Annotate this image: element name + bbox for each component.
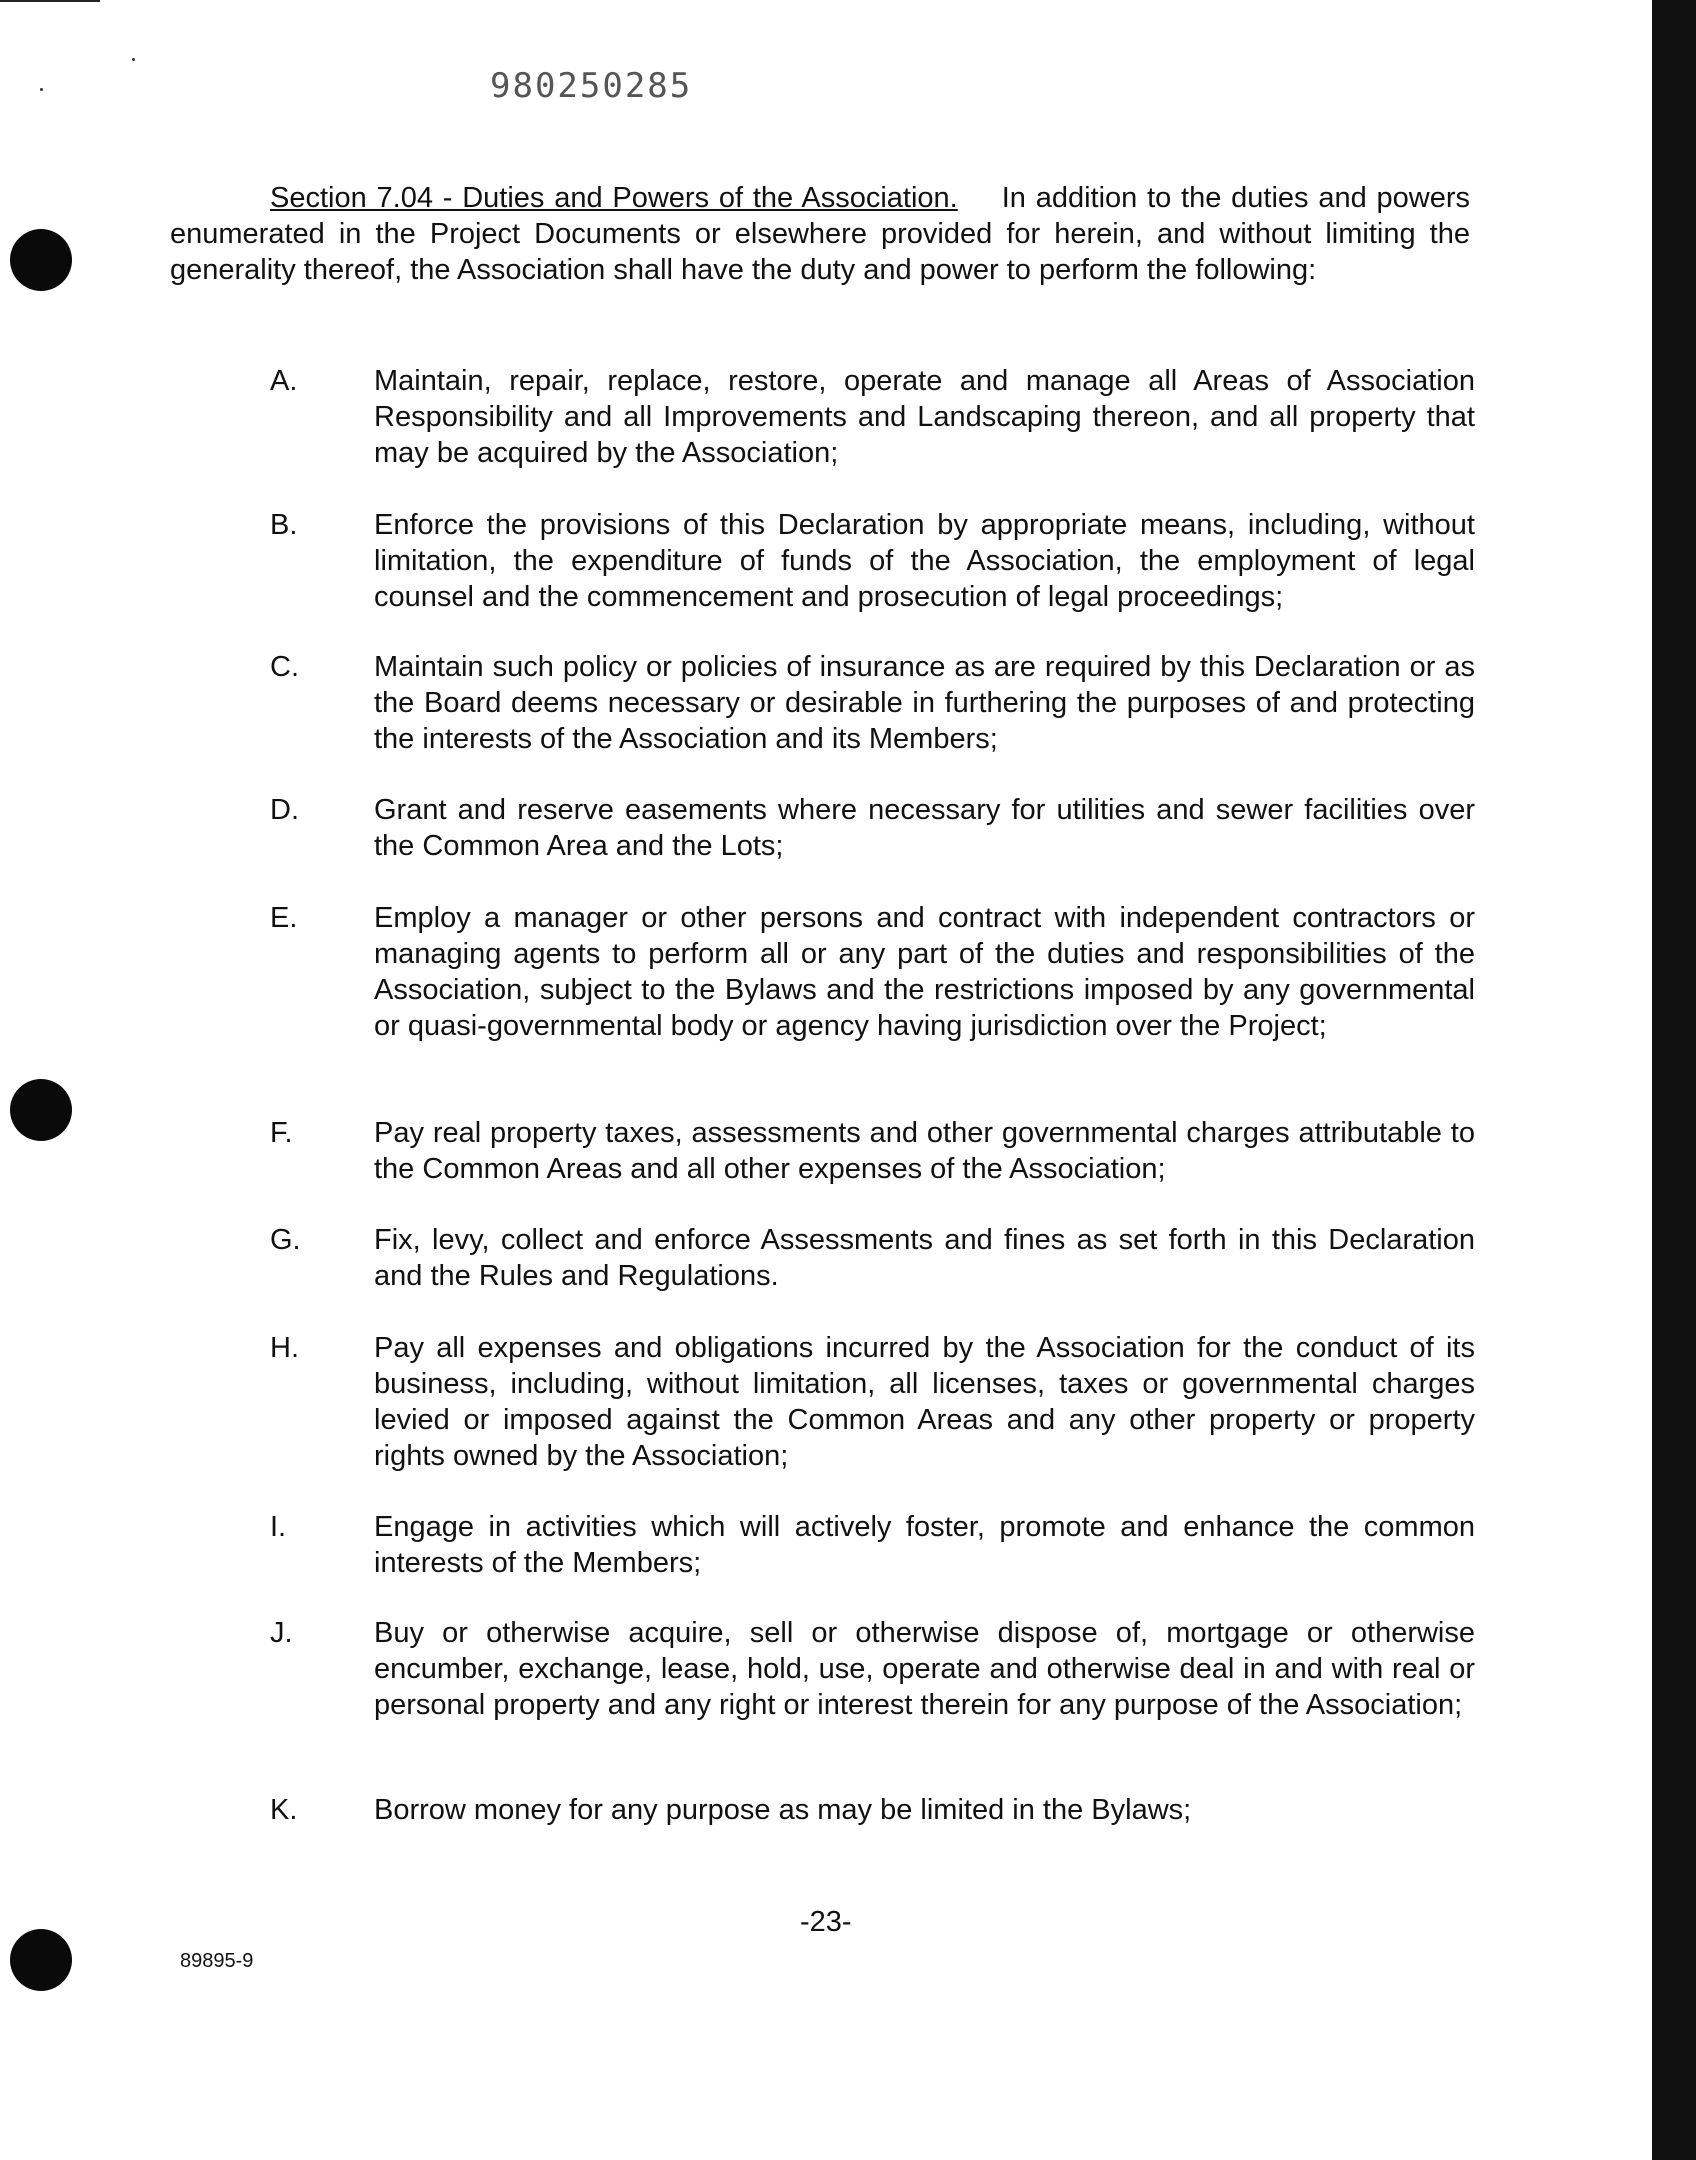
section-intro-text: In addition to the duties and powers enumerated in the Project Documents or elsewhere provided for herein, and without limiting the generality thereof, the Association shall have the duty and power to perform the following: [170,182,1471,286]
list-item [270,900,1475,1044]
list-item [270,1330,1475,1474]
page-number: -23- [800,1906,852,1938]
list-item-letter: F. [270,1117,293,1149]
recording-number: 980250285 [490,66,693,106]
list-item-text: Borrow money for any purpose as may be limited in the Bylaws; [374,1794,1192,1826]
list-item-letter: J. [270,1617,293,1649]
list-item [270,649,1475,757]
list-item-text: Engage in activities which will actively foster, promote and enhance the common interests of the Members; [374,1511,1475,1579]
list-item-text: Buy or otherwise acquire, sell or otherwise dispose of, mortgage or otherwise encumber, exchange, lease, hold, use, operate and otherwise deal in and with real or personal property and any right or interest therein for any purpose of the Association; [374,1617,1475,1721]
list-item-letter: D. [270,794,299,826]
list-item-letter: G. [270,1224,301,1256]
scan-top-rule [0,0,100,2]
list-item-letter: C. [270,651,299,683]
list-item-letter: A. [270,365,298,397]
list-item-text: Pay all expenses and obligations incurred by the Association for the conduct of its business, including, without limitation, all licenses, taxes or governmental charges levied or imposed against the Common Areas and any other property or property rights owned by the Association; [374,1332,1475,1472]
scan-right-edge [1652,0,1696,2160]
punch-hole-top [10,229,72,291]
scan-speck [40,88,43,91]
list-item-letter: I. [270,1511,287,1543]
list-item [270,1115,1475,1187]
list-item-text: Employ a manager or other persons and contract with independent contractors or managing agents to perform all or any part of the duties and responsibilities of the Association, subject to the Bylaws and the restrictions imposed by any governmental or quasi-governmental body or agency having jurisdiction over the Project; [374,902,1475,1042]
list-item-text: Fix, levy, collect and enforce Assessments and fines as set forth in this Declaration and the Rules and Regulations. [374,1224,1475,1292]
list-item [270,363,1475,471]
footer-document-code: 89895-9 [180,1950,254,1972]
section-intro-paragraph [170,180,1470,288]
scan-speck [132,58,135,61]
list-item [270,507,1475,615]
list-item-letter: B. [270,509,298,541]
punch-hole-bottom [10,1929,72,1991]
list-item [270,1615,1475,1723]
list-item-text: Enforce the provisions of this Declaration by appropriate means, including, without limitation, the expenditure of funds of the Association, the employment of legal counsel and the commencement and prosecution of legal proceedings; [374,509,1475,613]
list-item-text: Maintain such policy or policies of insurance as are required by this Declaration or as the Board deems necessary or desirable in furthering the purposes of and protecting the interests of the Association and its Members; [374,651,1475,755]
list-item-letter: H. [270,1332,299,1364]
list-item [270,1222,1475,1294]
list-item-text: Maintain, repair, replace, restore, operate and manage all Areas of Association Responsibility and all Improvements and Landscaping thereon, and all property that may be acquired by the Association; [374,365,1475,469]
list-item-text: Pay real property taxes, assessments and other governmental charges attributable to the Common Areas and all other expenses of the Association; [374,1117,1475,1185]
list-item-letter: E. [270,902,298,934]
punch-hole-middle [10,1079,72,1141]
list-item [270,1792,1475,1828]
list-item-text: Grant and reserve easements where necessary for utilities and sewer facilities over the Common Area and the Lots; [374,794,1475,862]
list-item-letter: K. [270,1794,298,1826]
list-item [270,1509,1475,1581]
section-heading: Section 7.04 - Duties and Powers of the Association. [270,182,958,214]
list-item [270,792,1475,864]
